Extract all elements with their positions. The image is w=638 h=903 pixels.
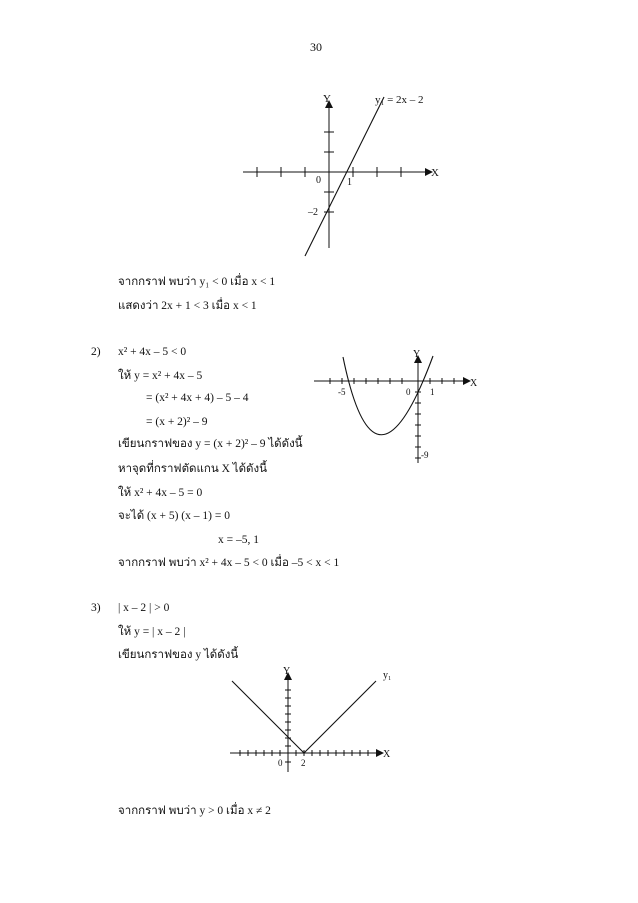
part2-line-4: เขียนกราฟของ y = (x + 2)² – 9 ได้ดังนี้ [118,438,303,450]
page-number: 30 [310,40,322,54]
root-right-label: 1 [430,387,435,397]
part1-line-1: จากกราฟ พบว่า y₁ < 0 เมื่อ x < 1 [118,276,276,288]
part2-line-3: = (x + 2)² – 9 [146,416,208,428]
part3-line-1: ให้ y = | x – 2 | [118,626,186,638]
part2-line-1: ให้ y = x² + 4x – 5 [118,370,203,382]
origin-label: 0 [316,175,321,186]
y-axis-label-3: Y [283,666,291,677]
root-left-label: -5 [338,387,346,397]
part2-number: 2) [91,346,101,358]
part2-line-7: จะได้ (x + 5) (x – 1) = 0 [118,510,230,522]
curve-label-3: y₁ [383,670,392,681]
y-axis-label-2: Y [413,349,421,360]
part3-line-2: เขียนกราฟของ y ได้ดังนี้ [118,649,239,661]
part2-line-9: จากกราฟ พบว่า x² + 4x – 5 < 0 เมื่อ –5 < x < 1 [118,557,340,569]
x-tick-label-3: 2 [301,758,306,768]
x-axis-label-2: X [470,378,478,389]
part2-line-2: = (x² + 4x + 4) – 5 – 4 [146,392,249,404]
part2-line-5: หาจุดที่กราฟตัดแกน X ได้ดังนี้ [118,463,267,475]
part3-line-3: จากกราฟ พบว่า y > 0 เมื่อ x ≠ 2 [118,805,271,817]
part2-line-6: ให้ x² + 4x – 5 = 0 [118,487,203,499]
min-label: -9 [421,450,429,460]
origin-label-3: 0 [278,758,283,768]
origin-label-2: 0 [406,387,411,397]
absolute-curve [232,681,376,753]
x-axis-label: X [431,167,439,179]
x-axis-label-3: X [383,749,391,760]
part2-line-8: x = –5, 1 [218,534,259,546]
curve-label: y₁ = 2x – 2 [375,94,424,106]
y-axis-label: Y [323,93,331,105]
part2-inequality: x² + 4x – 5 < 0 [118,346,187,358]
part3-number: 3) [91,602,101,614]
part3-inequality: | x – 2 | > 0 [118,602,170,614]
part1-line-2: แสดงว่า 2x + 1 < 3 เมื่อ x < 1 [118,300,257,312]
y-tick-label: –2 [308,207,318,218]
x-tick-label: 1 [347,177,352,188]
